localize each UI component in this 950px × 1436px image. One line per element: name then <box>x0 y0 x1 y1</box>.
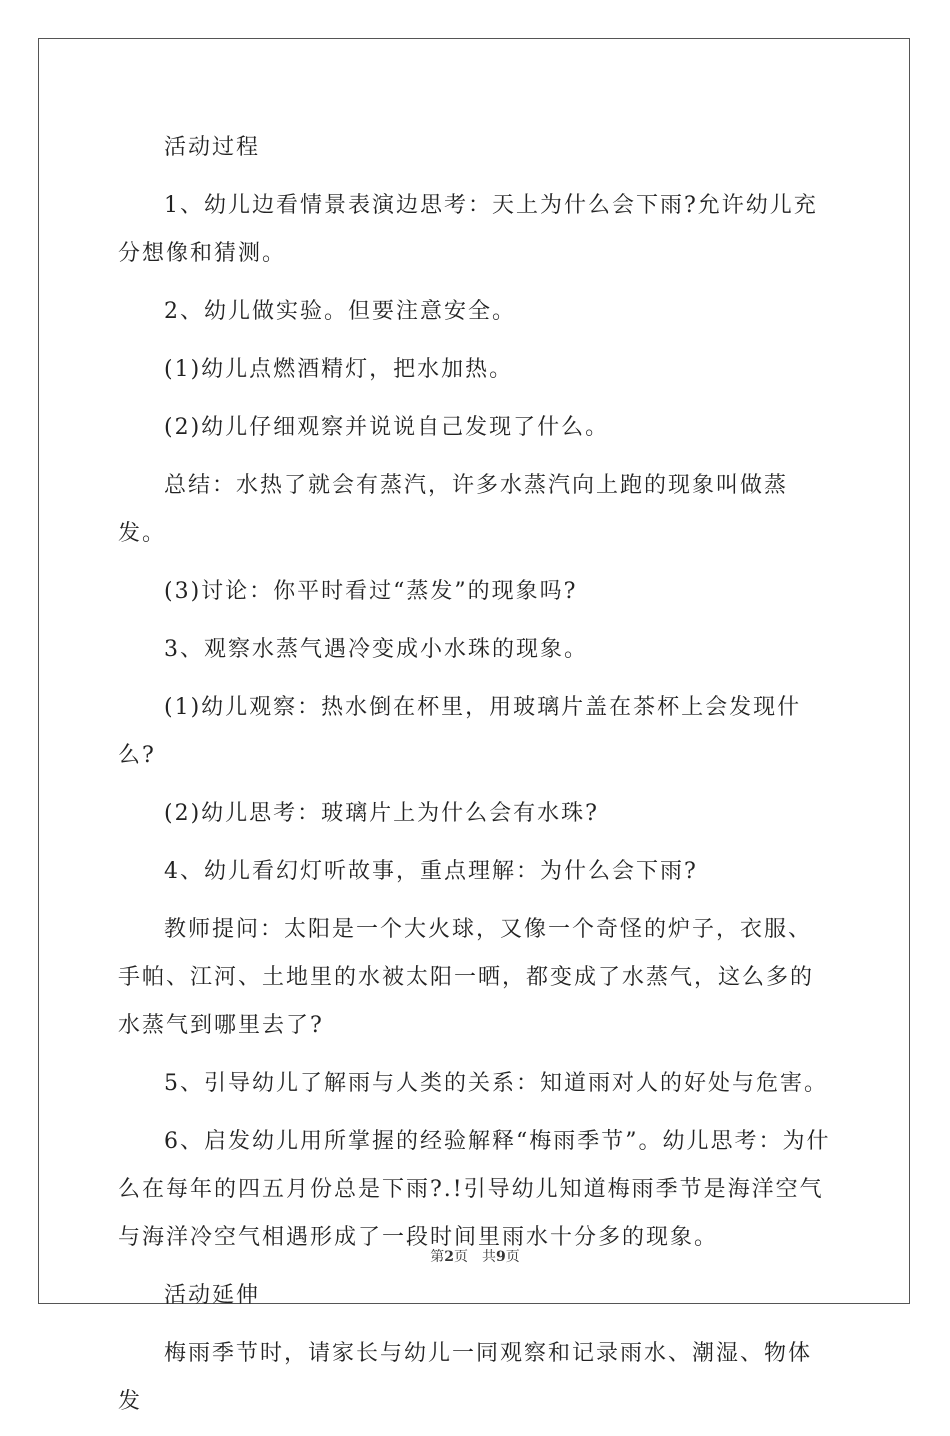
paragraph-teacher-question: 教师提问：太阳是一个大火球，又像一个奇怪的炉子，衣服、手帕、江河、土地里的水被太阳一晒，都变成了水蒸气，这么多的水蒸气到哪里去了? <box>118 917 815 1038</box>
paragraph-step-2-2: (2)幼儿仔细观察并说说自己发现了什么。 <box>164 415 610 440</box>
footer-total-pages: 9 <box>496 1249 506 1265</box>
paragraph-step-6: 6、启发幼儿用所掌握的经验解释“梅雨季节”。幼儿思考：为什么在每年的四五月份总是下雨?.!引导幼儿知道梅雨季节是海洋空气与海洋冷空气相遇形成了一段时间里雨水十分多的现象。 <box>118 1129 831 1250</box>
paragraph-step-5: 5、引导幼儿了解雨与人类的关系：知道雨对人的好处与危害。 <box>164 1071 828 1096</box>
paragraph-extension: 梅雨季节时，请家长与幼儿一同观察和记录雨水、潮湿、物体发 <box>118 1341 813 1414</box>
section-heading-process: 活动过程 <box>164 135 261 160</box>
paragraph-step-4: 4、幼儿看幻灯听故事，重点理解：为什么会下雨? <box>164 859 698 884</box>
paragraph-step-1: 1、幼儿边看情景表演边思考：天上为什么会下雨?允许幼儿充分想像和猜测。 <box>118 193 818 266</box>
paragraph-step-3-1: (1)幼儿观察：热水倒在杯里，用玻璃片盖在茶杯上会发现什么? <box>118 695 802 768</box>
page-footer <box>0 1246 950 1266</box>
footer-prefix: 第 <box>430 1249 445 1265</box>
paragraph-step-2-3: (3)讨论：你平时看过“蒸发”的现象吗? <box>164 579 578 604</box>
paragraph-step-3-2: (2)幼儿思考：玻璃片上为什么会有水珠? <box>164 801 599 826</box>
footer-suffix: 页 <box>505 1249 520 1265</box>
footer-page-number: 2 <box>444 1249 454 1265</box>
document-body <box>118 124 834 1436</box>
paragraph-step-3: 3、观察水蒸气遇冷变成小水珠的现象。 <box>164 637 588 662</box>
paragraph-step-2-1: (1)幼儿点燃酒精灯，把水加热。 <box>164 357 514 382</box>
footer-middle: 页 共 <box>454 1249 496 1265</box>
paragraph-step-2: 2、幼儿做实验。但要注意安全。 <box>164 299 516 324</box>
paragraph-summary: 总结：水热了就会有蒸汽，许多水蒸汽向上跑的现象叫做蒸发。 <box>118 473 789 546</box>
section-heading-extension: 活动延伸 <box>164 1283 261 1308</box>
